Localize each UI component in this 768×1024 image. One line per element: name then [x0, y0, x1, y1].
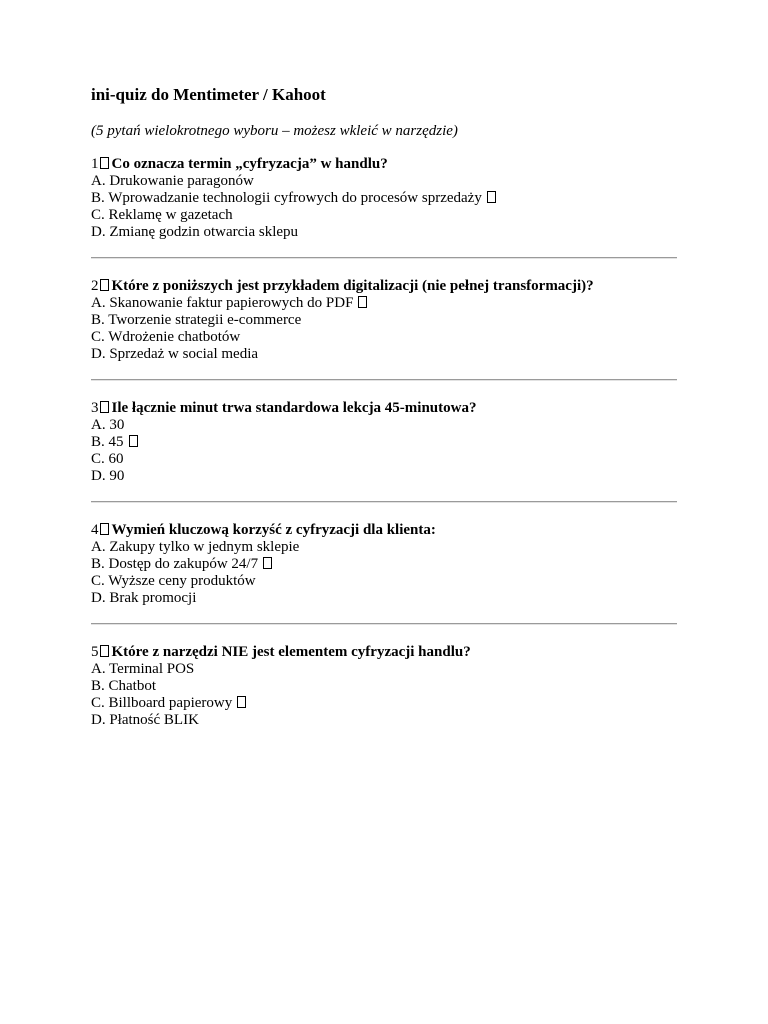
correct-answer-marker-icon	[263, 557, 272, 569]
answer-option-text: C. 60	[91, 451, 124, 467]
answer-option	[91, 590, 677, 607]
answer-option	[91, 190, 677, 207]
answer-option	[91, 207, 677, 224]
answer-option-text: B. Dostęp do zakupów 24/7	[91, 556, 259, 572]
correct-answer-marker-icon	[487, 191, 496, 203]
question-3	[91, 400, 677, 485]
question-1	[91, 156, 677, 241]
horizontal-rule	[91, 257, 677, 259]
missing-glyph-box-icon	[100, 645, 109, 657]
question-text: Ile łącznie minut trwa standardowa lekcja 45-minutowa?	[111, 400, 477, 416]
answer-option-text: A. 30	[91, 417, 125, 433]
answer-option-text: D. Brak promocji	[91, 590, 197, 606]
answer-option	[91, 573, 677, 590]
question-number: 1	[91, 156, 99, 172]
missing-glyph-box-icon	[100, 401, 109, 413]
answer-option-text: D. 90	[91, 468, 125, 484]
answer-option	[91, 224, 677, 241]
question-heading	[91, 156, 677, 173]
question-text: Co oznacza termin „cyfryzacja” w handlu?	[111, 156, 388, 172]
answer-option-text: C. Reklamę w gazetach	[91, 207, 233, 223]
missing-glyph-box-icon	[100, 279, 109, 291]
question-5	[91, 644, 677, 729]
question-list	[91, 156, 677, 729]
answer-option-text: C. Wyższe ceny produktów	[91, 573, 256, 589]
answer-option	[91, 451, 677, 468]
answer-option-text: C. Wdrożenie chatbotów	[91, 329, 241, 345]
question-text: Które z narzędzi NIE jest elementem cyfryzacji handlu?	[111, 644, 471, 660]
answer-option	[91, 295, 677, 312]
question-number: 4	[91, 522, 99, 538]
question-text: Które z poniższych jest przykładem digitalizacji (nie pełnej transformacji)?	[111, 278, 594, 294]
question-number: 2	[91, 278, 99, 294]
document-title: ini-quiz do Mentimeter / Kahoot	[91, 85, 326, 104]
answer-option-text: D. Sprzedaż w social media	[91, 346, 259, 362]
answer-option	[91, 661, 677, 678]
answer-option	[91, 329, 677, 346]
answer-option	[91, 695, 677, 712]
answer-option-text: A. Terminal POS	[91, 661, 195, 677]
answer-option-text: B. Wprowadzanie technologii cyfrowych do procesów sprzedaży	[91, 190, 482, 206]
question-2	[91, 278, 677, 363]
answer-option-text: A. Skanowanie faktur papierowych do PDF	[91, 295, 354, 311]
answer-option-text: D. Zmianę godzin otwarcia sklepu	[91, 224, 299, 240]
missing-glyph-box-icon	[100, 157, 109, 169]
question-heading	[91, 278, 677, 295]
answer-option	[91, 434, 677, 451]
answer-option-text: B. Chatbot	[91, 678, 157, 694]
document-subtitle: (5 pytań wielokrotnego wyboru – możesz wkleić w narzędzie)	[91, 123, 458, 139]
answer-option-text: A. Drukowanie paragonów	[91, 173, 254, 189]
question-number: 3	[91, 400, 99, 416]
document-page	[91, 84, 677, 729]
answer-option	[91, 678, 677, 695]
horizontal-rule	[91, 379, 677, 381]
answer-option	[91, 556, 677, 573]
answer-option	[91, 468, 677, 485]
answer-option	[91, 417, 677, 434]
question-heading	[91, 400, 677, 417]
answer-option	[91, 539, 677, 556]
missing-glyph-box-icon	[100, 523, 109, 535]
question-number: 5	[91, 644, 99, 660]
question-text: Wymień kluczową korzyść z cyfryzacji dla klienta:	[111, 522, 436, 538]
answer-option	[91, 712, 677, 729]
correct-answer-marker-icon	[237, 696, 246, 708]
horizontal-rule	[91, 501, 677, 503]
answer-option-text: C. Billboard papierowy	[91, 695, 233, 711]
answer-option-text: D. Płatność BLIK	[91, 712, 199, 728]
question-heading	[91, 522, 677, 539]
question-heading	[91, 644, 677, 661]
answer-option-text: B. 45	[91, 434, 124, 450]
question-4	[91, 522, 677, 607]
correct-answer-marker-icon	[358, 296, 367, 308]
answer-option-text: A. Zakupy tylko w jednym sklepie	[91, 539, 300, 555]
answer-option	[91, 173, 677, 190]
horizontal-rule	[91, 623, 677, 625]
answer-option	[91, 346, 677, 363]
answer-option-text: B. Tworzenie strategii e-commerce	[91, 312, 302, 328]
answer-option	[91, 312, 677, 329]
correct-answer-marker-icon	[129, 435, 138, 447]
